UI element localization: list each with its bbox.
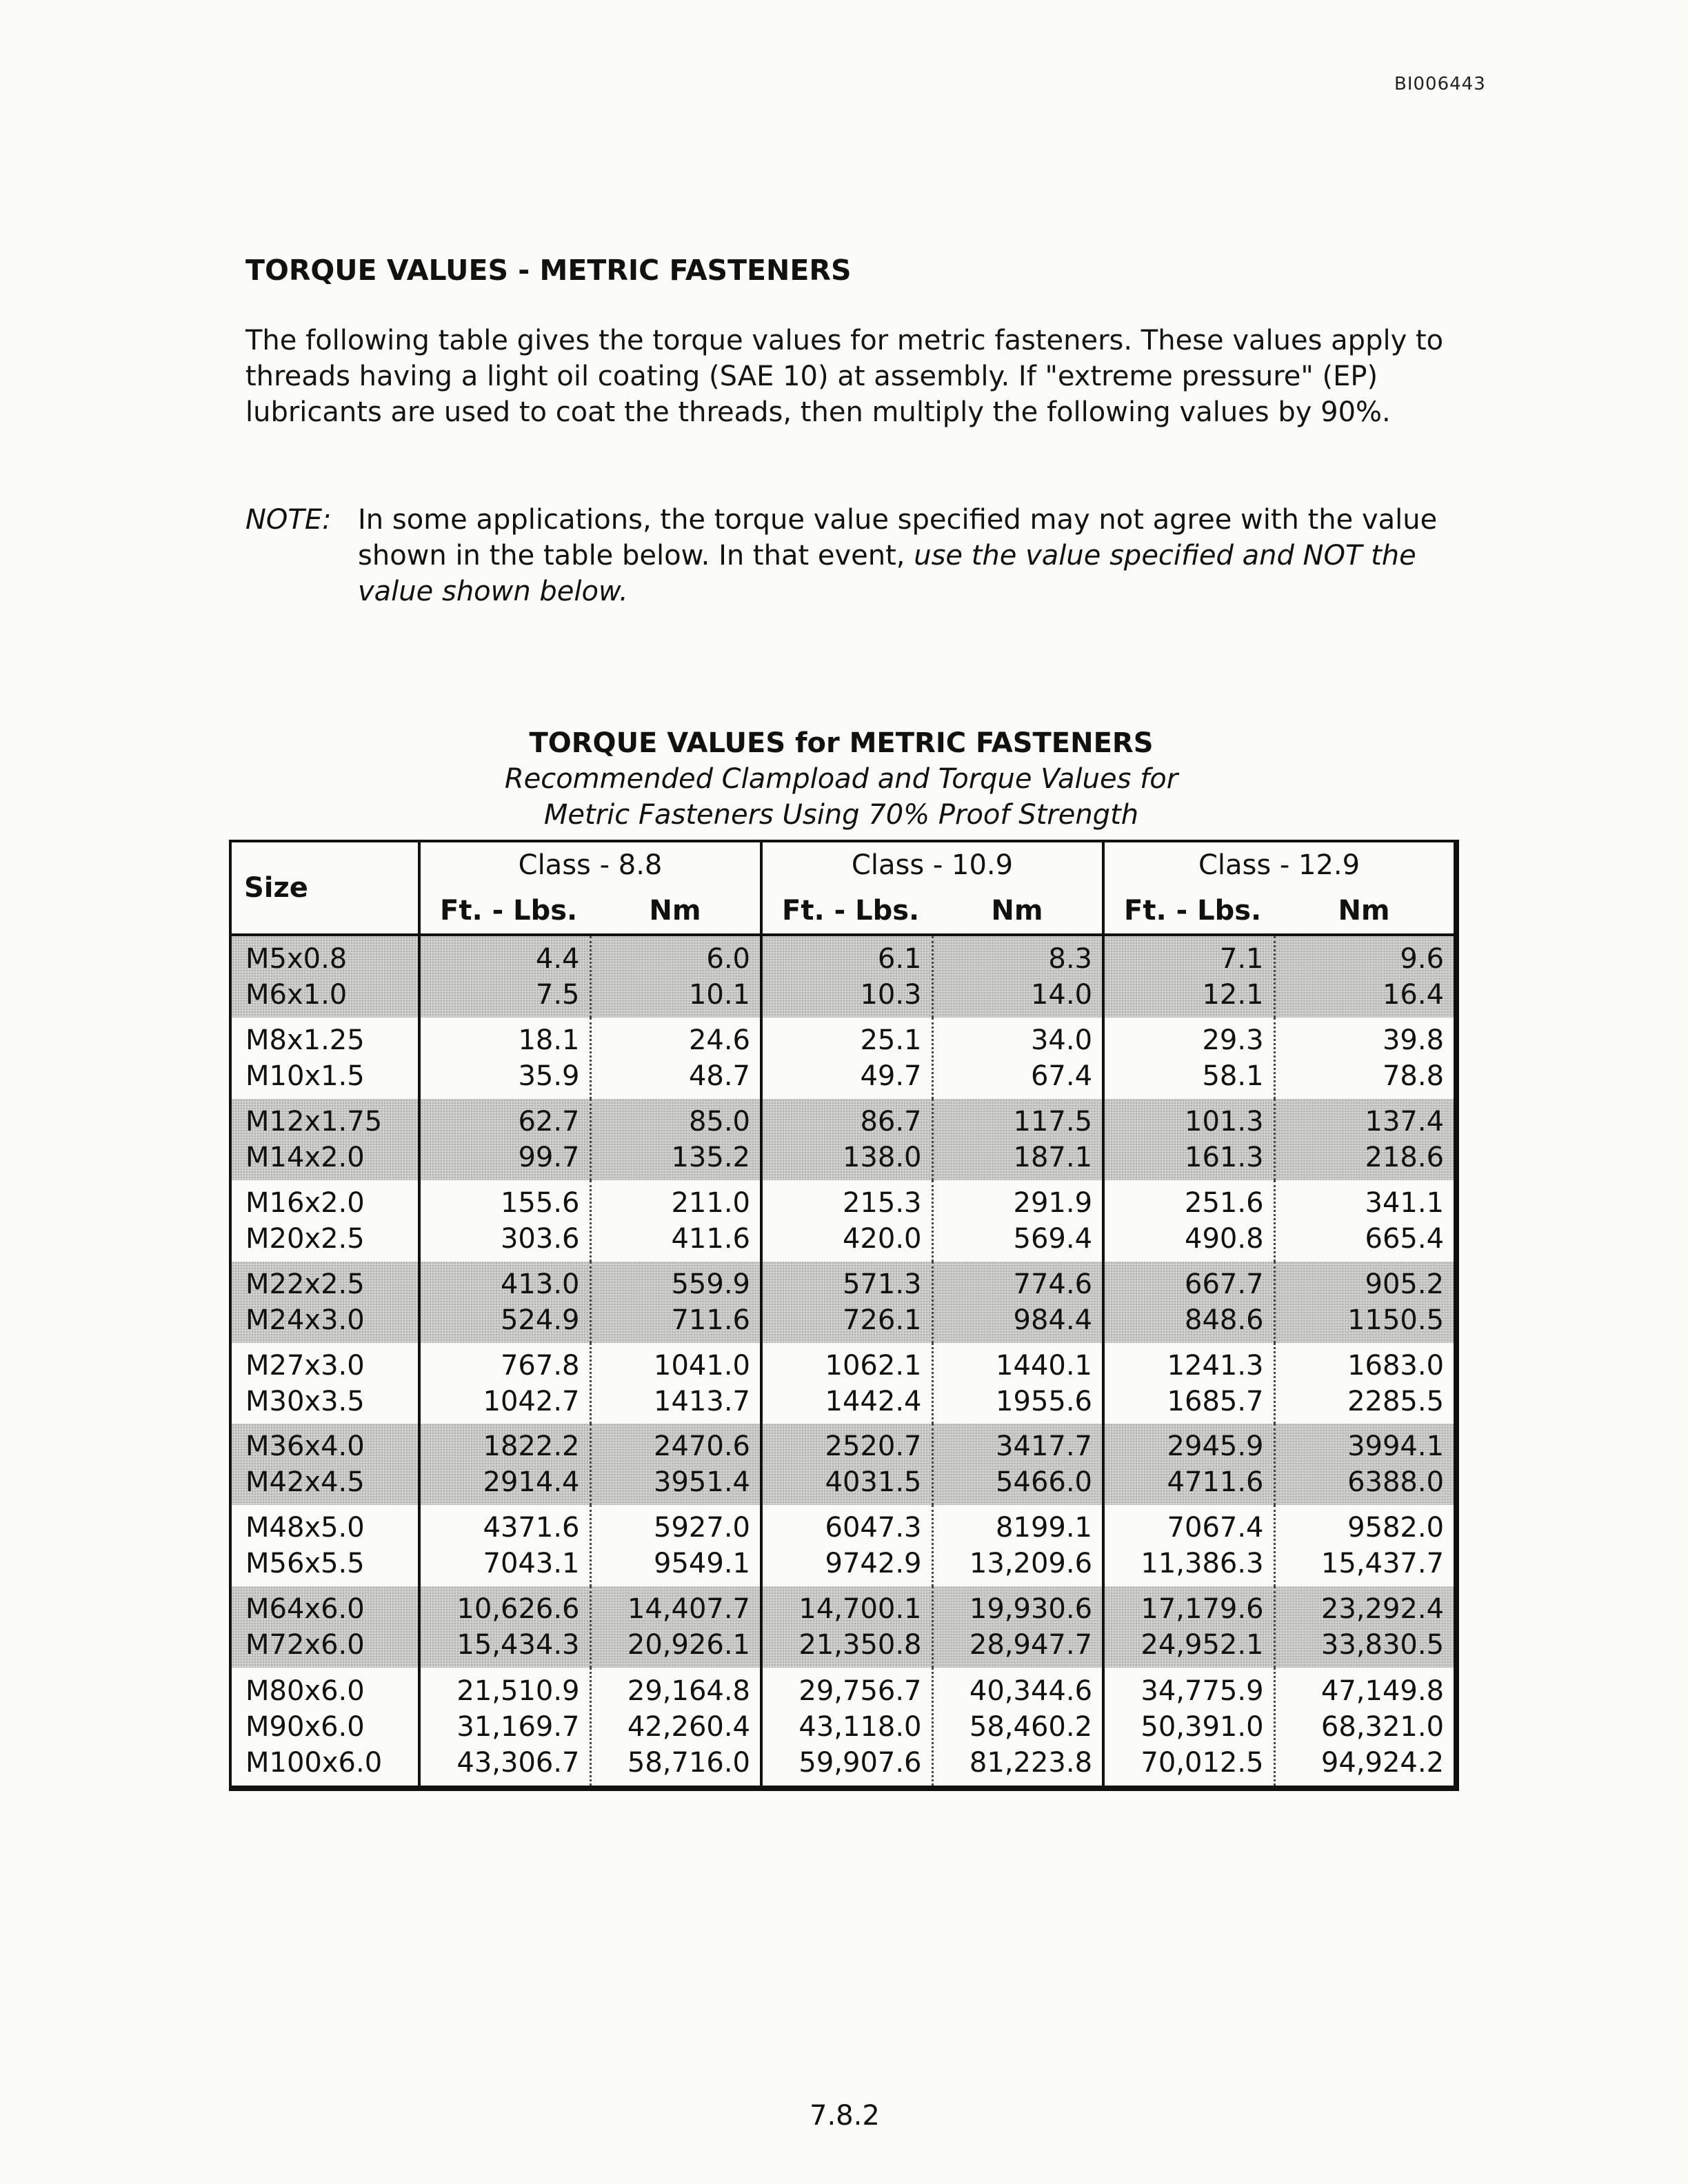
nm-value: 9.6	[1400, 942, 1445, 975]
table-cell	[932, 1099, 1103, 1180]
nm-value: 48.7	[688, 1060, 750, 1092]
ft-lbs-value: 17,179.6	[1141, 1593, 1264, 1626]
nm-value: 187.1	[1013, 1141, 1093, 1173]
ft-lbs-value: 49.7	[860, 1060, 922, 1092]
table-row-group	[232, 935, 1454, 1018]
nm-value: 5927.0	[654, 1512, 750, 1544]
table-cell	[419, 1018, 590, 1099]
nm-value: 15,437.7	[1320, 1548, 1445, 1580]
ft-lbs-value: 70,012.5	[1141, 1746, 1264, 1779]
table-cell	[932, 1343, 1103, 1424]
ft-lbs-value: 21,510.9	[456, 1675, 580, 1707]
table-cell	[590, 1099, 761, 1180]
table-cell	[932, 1180, 1103, 1262]
table-cell	[932, 1018, 1103, 1099]
table-cell	[932, 1668, 1103, 1786]
size-value: M20x2.5	[245, 1222, 365, 1255]
ft-lbs-value: 767.8	[500, 1349, 580, 1382]
ft-lbs-value: 2914.4	[483, 1466, 580, 1499]
ft-lbs-value: 58.1	[1202, 1060, 1264, 1092]
size-header: Size	[232, 842, 419, 935]
ft-lbs-value: 1442.4	[825, 1385, 922, 1417]
nm-value: 905.2	[1365, 1268, 1445, 1300]
table-cell	[232, 1262, 419, 1343]
table-cell	[590, 1343, 761, 1424]
table-cell	[419, 1180, 590, 1262]
table-cell	[232, 1099, 419, 1180]
table-cell	[1274, 1505, 1454, 1586]
nm-value: 3994.1	[1347, 1430, 1445, 1463]
intro-paragraph: The following table gives the torque values for metric fasteners. These values apply to threads having a light oil coating (SAE 10) at assembly. If "extreme pressure" (EP) lubricants are used to coat the threads, then multiply the following values by 90%.	[245, 325, 1444, 428]
ft-lbs-value: 101.3	[1185, 1105, 1264, 1138]
table-cell	[1274, 935, 1454, 1018]
table-row-group	[232, 1343, 1454, 1424]
table-cell	[232, 1018, 419, 1099]
ft-lbs-value: 21,350.8	[798, 1629, 922, 1661]
nm-value: 211.0	[671, 1186, 750, 1219]
ft-lbs-value: 7067.4	[1167, 1512, 1264, 1544]
class-header: Class - 10.9	[761, 842, 1103, 888]
ft-lbs-value: 24,952.1	[1141, 1629, 1264, 1661]
nm-value: 291.9	[1013, 1186, 1093, 1219]
table-cell	[590, 1424, 761, 1505]
nm-value: 40,344.6	[969, 1675, 1093, 1707]
size-value: M10x1.5	[245, 1060, 365, 1092]
ft-lbs-value: 1241.3	[1167, 1349, 1264, 1382]
ft-lbs-value: 4.4	[535, 942, 580, 975]
nm-value: 67.4	[1030, 1060, 1093, 1092]
size-value: M24x3.0	[245, 1304, 365, 1336]
nm-value: 23,292.4	[1320, 1593, 1445, 1626]
ft-lbs-value: 12.1	[1202, 978, 1264, 1011]
ft-lbs-value: 4711.6	[1167, 1466, 1264, 1499]
ft-lbs-value: 9742.9	[825, 1548, 922, 1580]
nm-header: Nm	[932, 888, 1103, 935]
nm-value: 8199.1	[996, 1512, 1093, 1544]
table-cell	[1103, 1262, 1274, 1343]
table-row-group	[232, 1018, 1454, 1099]
nm-value: 5466.0	[996, 1466, 1093, 1499]
torque-table-body	[232, 935, 1454, 1786]
table-title: TORQUE VALUES for METRIC FASTENERS	[529, 727, 1154, 759]
note-label: NOTE:	[245, 504, 332, 536]
nm-value: 6.0	[706, 942, 750, 975]
ft-lbs-value: 1822.2	[483, 1430, 580, 1463]
nm-header: Nm	[590, 888, 761, 935]
table-subtitle-line2: Metric Fasteners Using 70% Proof Strength	[543, 799, 1139, 831]
size-value: M30x3.5	[245, 1385, 365, 1417]
nm-value: 1683.0	[1347, 1349, 1445, 1382]
ft-lbs-header: Ft. - Lbs.	[761, 888, 932, 935]
table-cell	[419, 1262, 590, 1343]
ft-lbs-value: 11,386.3	[1141, 1548, 1264, 1580]
table-cell	[761, 935, 932, 1018]
table-cell	[419, 1668, 590, 1786]
nm-value: 29,164.8	[627, 1675, 750, 1707]
nm-value: 19,930.6	[969, 1593, 1093, 1626]
nm-value: 58,460.2	[969, 1710, 1093, 1743]
table-cell	[761, 1424, 932, 1505]
table-cell	[1274, 1343, 1454, 1424]
ft-lbs-value: 29.3	[1202, 1024, 1264, 1056]
ft-lbs-value: 7.5	[535, 978, 580, 1011]
table-cell	[232, 1180, 419, 1262]
ft-lbs-value: 161.3	[1185, 1141, 1264, 1173]
ft-lbs-value: 667.7	[1185, 1268, 1264, 1300]
table-cell	[761, 1343, 932, 1424]
ft-lbs-header: Ft. - Lbs.	[419, 888, 590, 935]
table-cell	[761, 1018, 932, 1099]
ft-lbs-value: 31,169.7	[456, 1710, 580, 1743]
size-value: M80x6.0	[245, 1675, 365, 1707]
nm-value: 24.6	[688, 1024, 750, 1056]
nm-value: 1041.0	[654, 1349, 750, 1382]
ft-lbs-value: 1042.7	[483, 1385, 580, 1417]
table-cell	[1274, 1424, 1454, 1505]
table-cell	[419, 1586, 590, 1668]
table-cell	[932, 1586, 1103, 1668]
table-row-group	[232, 1099, 1454, 1180]
nm-value: 47,149.8	[1320, 1675, 1445, 1707]
nm-value: 1955.6	[996, 1385, 1093, 1417]
size-value: M27x3.0	[245, 1349, 365, 1382]
table-row-group	[232, 1586, 1454, 1668]
ft-lbs-value: 2945.9	[1167, 1430, 1264, 1463]
ft-lbs-value: 43,118.0	[798, 1710, 922, 1743]
table-cell	[1103, 1505, 1274, 1586]
nm-value: 135.2	[671, 1141, 750, 1173]
table-subtitle-line1: Recommended Clampload and Torque Values for	[504, 763, 1178, 795]
nm-value: 8.3	[1048, 942, 1093, 975]
nm-value: 137.4	[1365, 1105, 1445, 1138]
size-value: M6x1.0	[245, 978, 348, 1011]
table-heading	[386, 725, 1296, 833]
nm-value: 2285.5	[1347, 1385, 1445, 1417]
ft-lbs-value: 571.3	[842, 1268, 922, 1300]
size-value: M5x0.8	[245, 942, 348, 975]
table-cell	[1274, 1668, 1454, 1786]
class-header: Class - 12.9	[1198, 849, 1360, 881]
table-cell	[232, 1668, 419, 1786]
torque-table	[232, 842, 1454, 1786]
nm-value: 1440.1	[996, 1349, 1093, 1382]
table-cell	[932, 1505, 1103, 1586]
table-cell	[1274, 1099, 1454, 1180]
ft-lbs-value: 43,306.7	[456, 1746, 580, 1779]
ft-lbs-value: 35.9	[518, 1060, 580, 1092]
note-text-emphasis: use the value specified and NOT the value shown below.	[358, 540, 1416, 607]
ft-lbs-value: 303.6	[500, 1222, 580, 1255]
table-cell	[1103, 1424, 1274, 1505]
table-cell	[761, 1505, 932, 1586]
ft-lbs-value: 215.3	[842, 1186, 922, 1219]
nm-value: 218.6	[1365, 1141, 1445, 1173]
size-value: M22x2.5	[245, 1268, 365, 1300]
table-cell	[1103, 1668, 1274, 1786]
ft-lbs-value: 155.6	[500, 1186, 580, 1219]
nm-value: 1150.5	[1347, 1304, 1445, 1336]
table-cell	[761, 1668, 932, 1786]
table-cell	[590, 1262, 761, 1343]
ft-lbs-value: 490.8	[1185, 1222, 1264, 1255]
ft-lbs-value: 6047.3	[825, 1512, 922, 1544]
nm-value: 42,260.4	[627, 1710, 750, 1743]
table-row-group	[232, 1262, 1454, 1343]
table-row-group	[232, 1180, 1454, 1262]
nm-value: 117.5	[1013, 1105, 1093, 1138]
ft-lbs-value: 99.7	[518, 1141, 580, 1173]
table-cell	[1274, 1018, 1454, 1099]
nm-value: 58,716.0	[627, 1746, 750, 1779]
nm-value: 9582.0	[1347, 1512, 1445, 1544]
ft-lbs-value: 726.1	[842, 1304, 922, 1336]
table-cell	[419, 1424, 590, 1505]
ft-lbs-value: 7.1	[1219, 942, 1264, 975]
ft-lbs-value: 10,626.6	[456, 1593, 580, 1626]
ft-lbs-value: 10.3	[860, 978, 922, 1011]
nm-value: 6388.0	[1347, 1466, 1445, 1499]
table-cell	[1103, 1343, 1274, 1424]
nm-value: 20,926.1	[627, 1629, 750, 1661]
size-value: M90x6.0	[245, 1710, 365, 1743]
nm-value: 68,321.0	[1320, 1710, 1445, 1743]
table-cell	[1103, 935, 1274, 1018]
size-value: M72x6.0	[245, 1629, 365, 1661]
table-cell	[932, 1262, 1103, 1343]
nm-value: 2470.6	[654, 1430, 750, 1463]
nm-value: 341.1	[1365, 1186, 1445, 1219]
size-value: M100x6.0	[245, 1746, 383, 1779]
table-cell	[1103, 1586, 1274, 1668]
ft-lbs-value: 34,775.9	[1141, 1675, 1264, 1707]
ft-lbs-value: 7043.1	[483, 1548, 580, 1580]
nm-value: 711.6	[671, 1304, 750, 1336]
size-value: M12x1.75	[245, 1105, 383, 1138]
table-cell	[590, 1586, 761, 1668]
ft-lbs-value: 524.9	[500, 1304, 580, 1336]
torque-table-frame	[229, 840, 1459, 1791]
table-cell	[232, 1424, 419, 1505]
ft-lbs-value: 86.7	[860, 1105, 922, 1138]
table-cell	[1274, 1180, 1454, 1262]
ft-lbs-value: 62.7	[518, 1105, 580, 1138]
nm-value: 665.4	[1365, 1222, 1445, 1255]
size-value: M42x4.5	[245, 1466, 365, 1499]
nm-value: 14,407.7	[627, 1593, 750, 1626]
table-cell	[761, 1262, 932, 1343]
table-cell	[232, 1343, 419, 1424]
table-cell	[761, 1099, 932, 1180]
table-row-group	[232, 1505, 1454, 1586]
nm-value: 559.9	[671, 1268, 750, 1300]
table-cell	[1103, 1180, 1274, 1262]
table-cell	[1103, 1099, 1274, 1180]
table-cell	[232, 935, 419, 1018]
ft-lbs-value: 413.0	[500, 1268, 580, 1300]
nm-value: 774.6	[1013, 1268, 1093, 1300]
nm-value: 3417.7	[996, 1430, 1093, 1463]
section-title: TORQUE VALUES - METRIC FASTENERS	[245, 254, 852, 287]
ft-lbs-value: 1062.1	[825, 1349, 922, 1382]
nm-value: 94,924.2	[1320, 1746, 1445, 1779]
table-cell	[932, 1424, 1103, 1505]
nm-value: 39.8	[1382, 1024, 1445, 1056]
ft-lbs-value: 4371.6	[483, 1512, 580, 1544]
nm-value: 9549.1	[654, 1548, 750, 1580]
table-cell	[419, 1343, 590, 1424]
class-header: Class - 8.8	[419, 842, 761, 888]
ft-lbs-value: 420.0	[842, 1222, 922, 1255]
ft-lbs-value: 138.0	[842, 1141, 922, 1173]
ft-lbs-value: 59,907.6	[798, 1746, 922, 1779]
ft-lbs-value: 14,700.1	[798, 1593, 922, 1626]
size-value: M48x5.0	[245, 1512, 365, 1544]
table-cell	[590, 935, 761, 1018]
table-cell	[1274, 1586, 1454, 1668]
nm-value: 33,830.5	[1320, 1629, 1445, 1661]
ft-lbs-value: 6.1	[877, 942, 922, 975]
ft-lbs-value: 15,434.3	[456, 1629, 580, 1661]
table-cell	[232, 1505, 419, 1586]
nm-value: 411.6	[671, 1222, 750, 1255]
note-text-plain: In some applications, the torque value specified may not agree with the value shown in the table below. In that event,	[358, 504, 1438, 572]
nm-value: 984.4	[1013, 1304, 1093, 1336]
table-row-group	[232, 1668, 1454, 1786]
ft-lbs-header: Ft. - Lbs.	[1103, 888, 1274, 935]
ft-lbs-value: 18.1	[518, 1024, 580, 1056]
nm-value: 34.0	[1030, 1024, 1093, 1056]
nm-header: Nm	[1274, 888, 1454, 935]
ft-lbs-value: 1685.7	[1167, 1385, 1264, 1417]
table-cell	[590, 1018, 761, 1099]
ft-lbs-value: 2520.7	[825, 1430, 922, 1463]
ft-lbs-value: 251.6	[1185, 1186, 1264, 1219]
table-cell	[590, 1668, 761, 1786]
size-value: M16x2.0	[245, 1186, 365, 1219]
nm-value: 3951.4	[654, 1466, 750, 1499]
table-cell	[1103, 1018, 1274, 1099]
size-value: M56x5.5	[245, 1548, 365, 1580]
ft-lbs-value: 4031.5	[825, 1466, 922, 1499]
ft-lbs-value: 25.1	[860, 1024, 922, 1056]
table-row-group	[232, 1424, 1454, 1505]
table-cell	[590, 1505, 761, 1586]
size-value: M14x2.0	[245, 1141, 365, 1173]
table-cell	[590, 1180, 761, 1262]
table-cell	[1274, 1262, 1454, 1343]
size-value: M36x4.0	[245, 1430, 365, 1463]
ft-lbs-value: 848.6	[1185, 1304, 1264, 1336]
nm-value: 13,209.6	[969, 1548, 1093, 1580]
table-cell	[419, 1505, 590, 1586]
page-number: 7.8.2	[810, 2100, 880, 2132]
nm-value: 28,947.7	[969, 1629, 1093, 1661]
table-cell	[761, 1586, 932, 1668]
nm-value: 14.0	[1030, 978, 1093, 1011]
table-cell	[232, 1586, 419, 1668]
nm-value: 16.4	[1382, 978, 1445, 1011]
table-cell	[761, 1180, 932, 1262]
nm-value: 1413.7	[654, 1385, 750, 1417]
nm-value: 10.1	[688, 978, 750, 1011]
note-text	[358, 502, 1445, 609]
nm-value: 569.4	[1013, 1222, 1093, 1255]
table-cell	[419, 1099, 590, 1180]
ft-lbs-value: 29,756.7	[798, 1675, 922, 1707]
ft-lbs-value: 50,391.0	[1141, 1710, 1264, 1743]
size-value: M8x1.25	[245, 1024, 365, 1056]
table-cell	[419, 935, 590, 1018]
nm-value: 85.0	[688, 1105, 750, 1138]
document-id: BI006443	[1394, 74, 1486, 94]
table-cell	[932, 935, 1103, 1018]
nm-value: 81,223.8	[969, 1746, 1093, 1779]
size-value: M64x6.0	[245, 1593, 365, 1626]
nm-value: 78.8	[1382, 1060, 1445, 1092]
